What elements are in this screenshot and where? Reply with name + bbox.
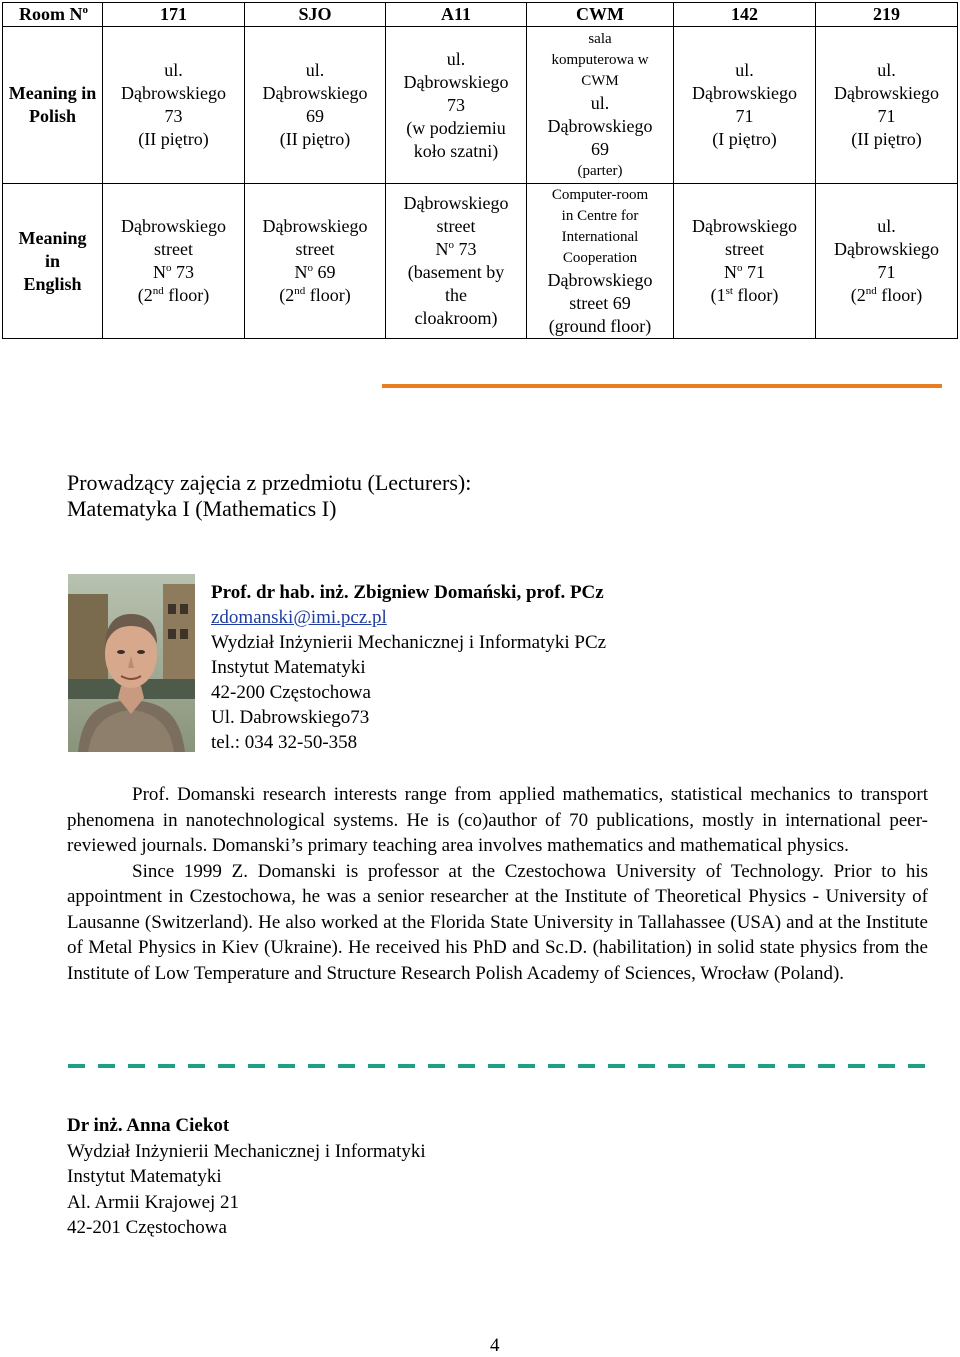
polish-cell-219: ul. Dąbrowskiego 71 (II piętro) <box>816 27 958 184</box>
lecturer2-street: Al. Armii Krajowej 21 <box>67 1191 240 1213</box>
header-room-cwm: CWM <box>527 3 674 27</box>
table-row-polish <box>3 27 958 184</box>
lecturer2-faculty: Wydział Inżynierii Mechanicznej i Informatyki <box>67 1140 426 1162</box>
lecturer2-city: 42-201 Częstochowa <box>67 1217 227 1238</box>
table-row-english <box>3 184 958 339</box>
polish-cell-a11: ul. Dąbrowskiego 73 (w podziemiu koło szatni) <box>386 27 527 184</box>
english-cell-142: Dąbrowskiego street $N^o$ 71 (1st floor) <box>674 184 816 339</box>
row-label-polish: Meaning in Polish <box>3 27 103 184</box>
english-cell-219: ul. Dąbrowskiego 71 (2nd floor) <box>816 184 958 339</box>
polish-cell-cwm: sala komputerowa w CWM ul. Dąbrowskiego 69 (parter) <box>527 27 674 184</box>
english-cell-171: Dąbrowskiego street $N^o$ 73 (2nd floor) <box>103 184 245 339</box>
bio-paragraph-1: Prof. Domanski research interests range from applied mathematics, statistical mechanics to transport phenomena in nanotechnological systems. He is (co)author of 70 publications, mostly in international peer-reviewed journals. Domanski’s primary teaching area involves mathematics and mathematical physics. <box>67 784 928 856</box>
lecturer2-institute: Instytut Matematyki <box>67 1166 222 1187</box>
lecturer1-institute: Instytut Matematyki <box>211 657 366 678</box>
polish-cell-sjo: ul. Dąbrowskiego 69 (II piętro) <box>245 27 386 184</box>
lecturer1-street: Ul. Dabrowskiego73 <box>211 707 370 728</box>
header-room-number: Room $N^o$ <box>3 3 103 27</box>
header-room-171: 171 <box>103 3 245 27</box>
bio-paragraph-2: Since 1999 Z. Domanski is professor at the Czestochowa University of Technology. Prior to his appointment in Czestochowa, he was a senior researcher at the Institute of Theoretical Physics - University of Lausanne (Switzerland). He also worked at the Florida State University in Tallahassee (USA) and at the Institute of Metal Physics in Kiev (Ukraine). He received his PhD and Sc.D. (habilitation) in solid state physics from the Institute of Low Temperature and Structure Research Polish Academy of Sciences, Wrocław (Poland). <box>67 860 928 984</box>
header-room-142: 142 <box>674 3 816 27</box>
header-room-219: 219 <box>816 3 958 27</box>
english-cell-sjo: Dąbrowskiego street $N^o$ 69 (2nd floor) <box>245 184 386 339</box>
room-table <box>2 2 958 339</box>
english-cell-a11: Dąbrowskiego street $N^o$ 73 (basement by the cloakroom) <box>386 184 527 339</box>
course-title: Matematyka I (Mathematics I) <box>67 496 337 521</box>
header-room-sjo: SJO <box>245 3 386 27</box>
polish-cell-142: ul. Dąbrowskiego 71 (I piętro) <box>674 27 816 184</box>
table-header-row <box>3 3 958 27</box>
row-label-english: Meaning in English <box>3 184 103 339</box>
section-heading <box>67 470 471 522</box>
lecturer1-phone: tel.: 034 32-50-358 <box>211 732 358 753</box>
english-cell-cwm: Computer-room in Centre for International Cooperation Dąbrowskiego street 69 (ground floor) <box>527 184 674 339</box>
header-room-a11: A11 <box>386 3 527 27</box>
lecturer1-contact <box>211 580 606 755</box>
lecturer2-name: Dr inż. Anna Ciekot <box>67 1115 230 1136</box>
lecturer1-email-link[interactable]: zdomanski@imi.pcz.pl <box>211 607 387 628</box>
polish-cell-171: ul. Dąbrowskiego 73 (II piętro) <box>103 27 245 184</box>
lecturer1-bio <box>67 782 928 986</box>
page-number: 4 <box>490 1335 500 1356</box>
lecturer1-city: 42-200 Częstochowa <box>211 682 371 703</box>
dashed-divider <box>68 1064 936 1068</box>
lecturer2-contact <box>67 1113 426 1241</box>
lecturer1-name: Prof. dr hab. inż. Zbigniew Domański, prof. PCz <box>211 582 604 603</box>
lecturer1-faculty: Wydział Inżynierii Mechanicznej i Informatyki PCz <box>211 632 607 653</box>
lecturers-heading: Prowadzący zajęcia z przedmiotu (Lecturers): <box>67 470 472 495</box>
orange-divider <box>382 384 942 388</box>
lecturer-photo <box>68 574 195 752</box>
